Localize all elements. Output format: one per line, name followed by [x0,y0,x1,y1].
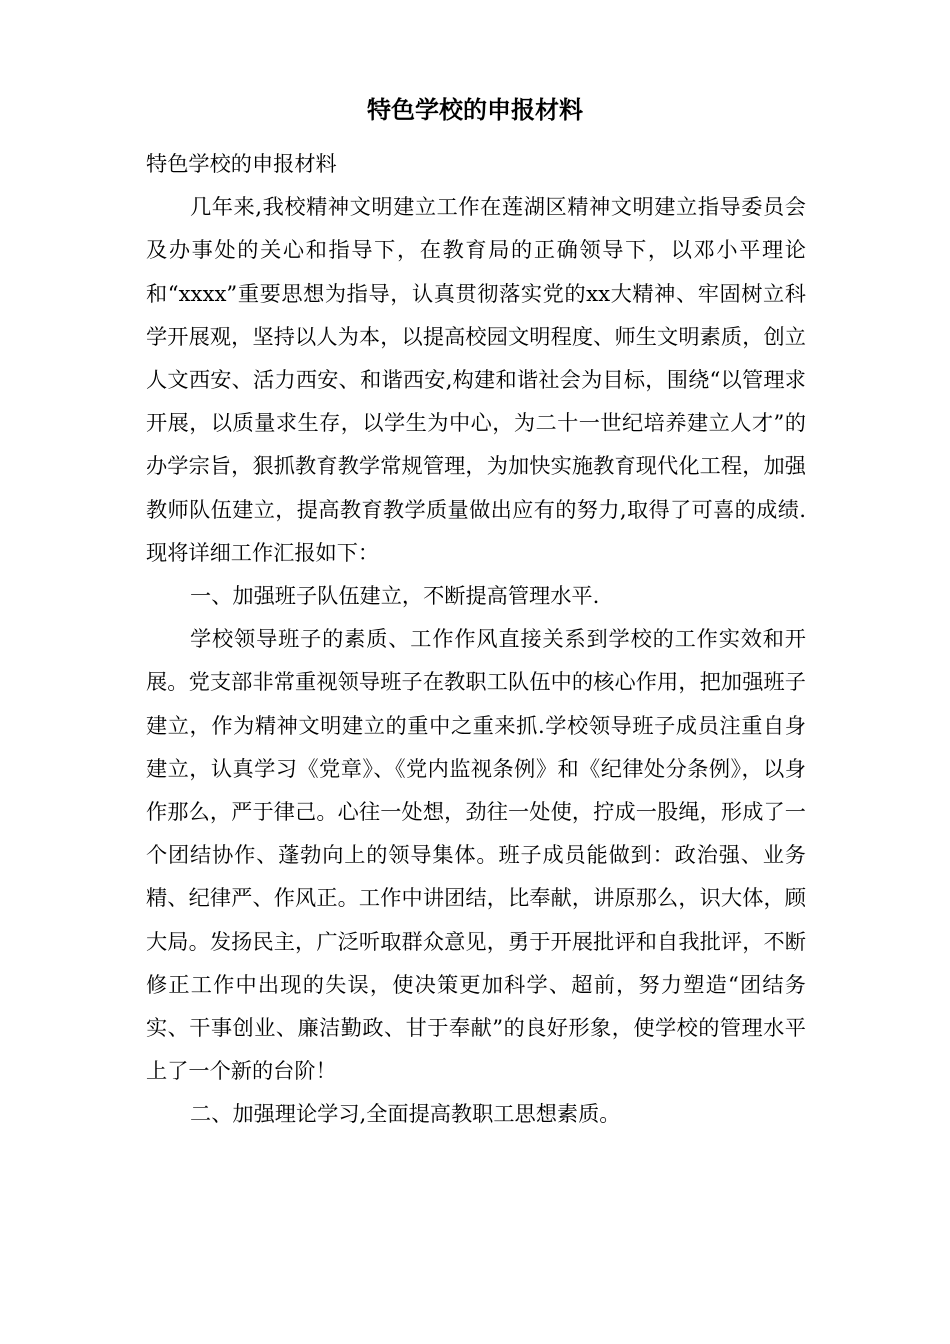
paragraph-leadership: 学校领导班子的素质、工作作风直接关系到学校的工作实效和开展。党支部非常重视领导班子在教职工队伍中的核心作用，把加强班子建立，作为精神文明建立的重中之重来抓.学校领导班子成员注重自身建立，认真学习《党章》、《党内监视条例》和《纪律处分条例》，以身作那么，严于律己。心往一处想，劲往一处使，拧成一股绳，形成了一个团结协作、蓬勃向上的领导集体。班子成员能做到：政治强、业务精、纪律严、作风正。工作中讲团结，比奉献，讲原那么，识大体，顾大局。发扬民主，广泛听取群众意见，勇于开展批评和自我批评，不断修正工作中出现的失误，使决策更加科学、超前，努力塑造“团结务实、干事创业、廉洁勤政、甘于奉献”的良好形象，使学校的管理水平上了一个新的台阶！ [146,626,806,1084]
paragraph-intro: 几年来,我校精神文明建立工作在莲湖区精神文明建立指导委员会及办事处的关心和指导下，在教育局的正确领导下，以邓小平理论和“xxxx”重要思想为指导，认真贯彻落实党的xx大精神、牢固树立科学开展观，坚持以人为本，以提高校园文明程度、师生文明素质，创立人文西安、活力西安、和谐西安,构建和谐社会为目标，围绕“以管理求开展，以质量求生存，以学生为中心，为二十一世纪培养建立人才”的办学宗旨，狠抓教育教学常规管理，为加快实施教育现代化工程，加强教师队伍建立，提高教育教学质量做出应有的努力,取得了可喜的成绩.现将详细工作汇报如下： [146,194,806,565]
document-subtitle: 特色学校的申报材料 [146,151,337,176]
section-heading-2: 二、加强理论学习,全面提高教职工思想素质。 [190,1101,621,1127]
document-title: 特色学校的申报材料 [367,95,583,124]
document-body [146,142,806,1136]
section-heading-1: 一、加强班子队伍建立，不断提高管理水平. [190,583,600,609]
